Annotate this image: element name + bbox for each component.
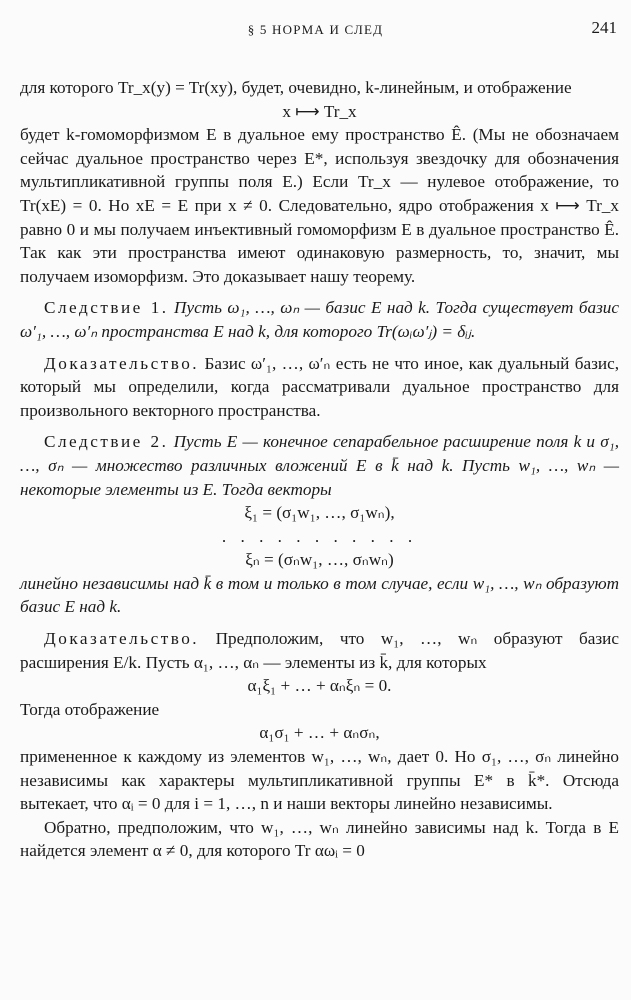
corollary-1-text: Пусть ω₁, …, ωₙ — базис E над k. Тогда существует базис ω′₁, …, ω′ₙ пространства E над k, для которого Tr(ωᵢω′ⱼ) = δᵢⱼ. [20, 298, 619, 341]
display-xi-n: ξₙ = (σₙw₁, …, σₙwₙ) [245, 550, 394, 570]
display-alpha-xi: α₁ξ₁ + … + αₙξₙ = 0. [247, 676, 392, 696]
proof-1 [20, 352, 619, 423]
display-map: x ⟼ Tr_x [282, 101, 357, 121]
proof-2 [20, 627, 619, 674]
proof-2-label: Доказательство. [44, 629, 200, 649]
proof-2-converse: Обратно, предположим, что w₁, …, wₙ линейно зависимы над k. Тогда в E найдется элемент α ≠ 0, для которого Tr αωᵢ = 0 [20, 817, 619, 861]
display-alpha-sigma: α₁σ₁ + … + αₙσₙ, [259, 723, 380, 743]
proof-2-then: Тогда отображение [20, 699, 160, 719]
page-body [20, 76, 619, 863]
display-dots: . . . . . . . . . . . [221, 526, 418, 546]
proof-2-continue: примененное к каждому из элементов w₁, …, wₙ, дает 0. Но σ₁, …, σₙ линейно независимы как характеры мультипликативной группы E* в k̄*. Отсюда вытекает, что αᵢ = 0 для i = 1, …, n и наши векторы линейно независимы. [20, 747, 619, 814]
running-header [0, 18, 631, 44]
corollary-2 [20, 430, 619, 501]
corollary-2-label: Следствие 2. [44, 432, 169, 452]
corollary-2-after: линейно независимы над k̄ в том и только в том случае, если w₁, …, wₙ образуют базис E над k. [20, 573, 619, 617]
display-xi-1: ξ₁ = (σ₁w₁, …, σ₁wₙ), [244, 503, 395, 523]
section-title: § 5 НОРМА И СЛЕД [247, 22, 384, 37]
proof-1-label: Доказательство. [44, 353, 200, 373]
paragraph-kernel: будет k-гомоморфизмом E в дуальное ему пространство Ê. (Мы не обозначаем сейчас дуальное пространство через E*, используя звездочку для обозначения мультипликативной группы поля E.) Если Tr_x — нулевое отображение, то Tr(xE) = 0. Но xE = E при x ≠ 0. Следовательно, ядро отображения x ⟼ Tr_x равно 0 и мы получаем инъективный гомоморфизм E в дуальное пространство Ê. Так как эти пространства имеют одинаковую размерность, то, значит, мы получаем изоморфизм. Это доказывает нашу теорему. [20, 125, 619, 286]
corollary-2-text: Пусть E — конечное сепарабельное расширение поля k и σ₁, …, σₙ — множество различных вложений E в k̄ над k. Пусть w₁, …, wₙ — некоторые элементы из E. Тогда векторы [20, 432, 619, 499]
corollary-1-label: Следствие 1. [44, 298, 169, 318]
page-number: 241 [591, 18, 617, 37]
proof-1-text: Базис ω′₁, …, ω′ₙ есть не что иное, как дуальный базис, который мы определили, когда рассматривали дуальное пространство для произвольного векторного пространства. [20, 353, 620, 420]
paragraph-intro: для которого Tr_x(y) = Tr(xy), будет, очевидно, k-линейным, и отображение [20, 78, 572, 97]
corollary-1 [20, 296, 619, 343]
proof-2-text: Предположим, что w₁, …, wₙ образуют базис расширения E/k. Пусть α₁, …, αₙ — элементы из k̄, для которых [20, 629, 620, 672]
